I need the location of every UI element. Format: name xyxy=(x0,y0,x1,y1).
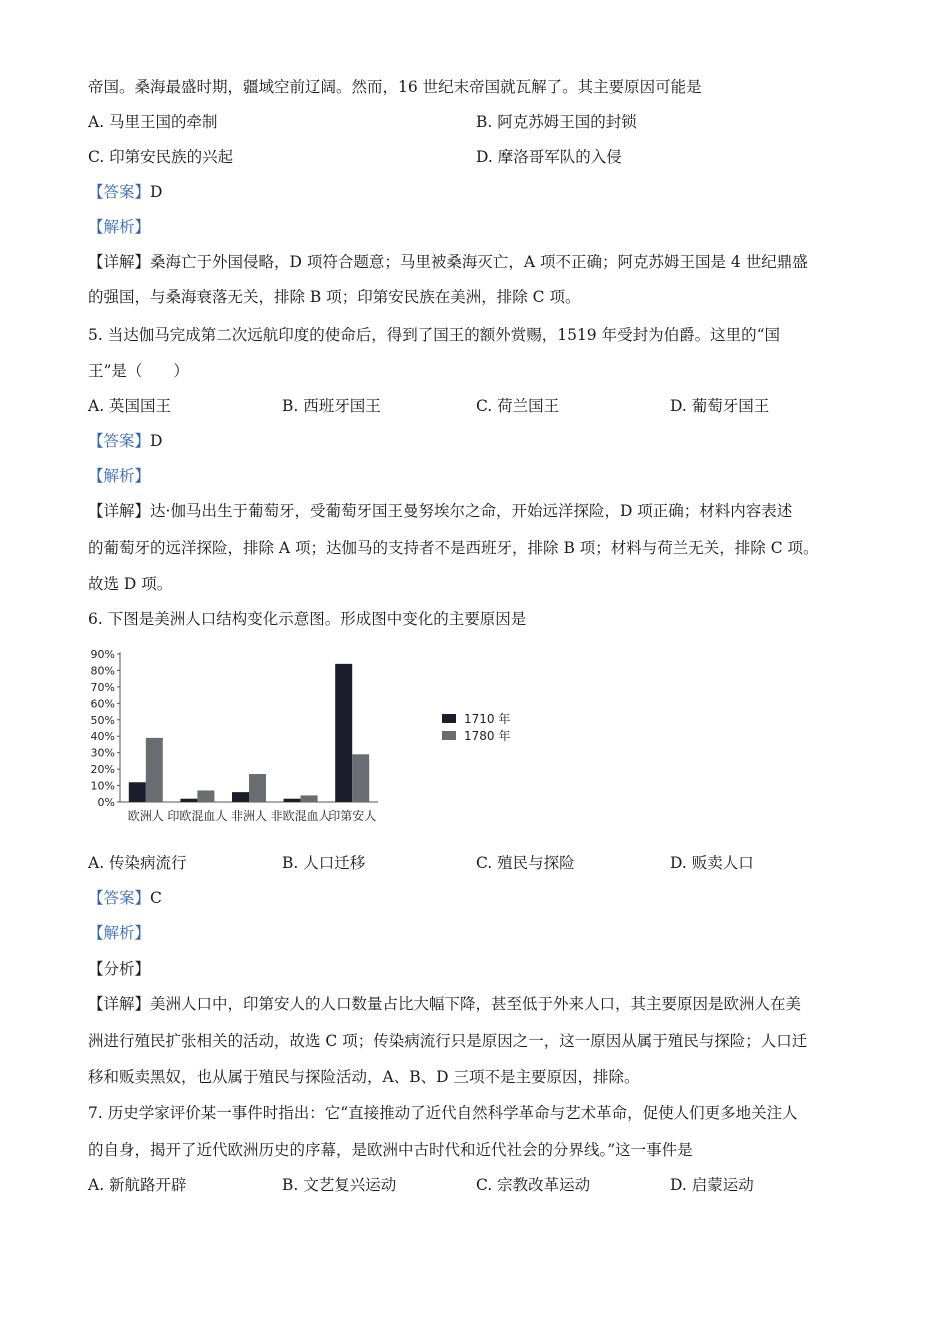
detail-label: 【详解】 xyxy=(88,253,151,271)
detail-text: 桑海亡于外国侵略，D 项符合题意；马里被桑海灭亡，A 项不正确；阿克苏姆王国是 4 世纪鼎盛 xyxy=(150,253,808,271)
q5-option-a: A. 英国国王 xyxy=(88,397,172,415)
legend-label: 1710 年 xyxy=(464,712,511,726)
q5-detail-3: 故选 D 项。 xyxy=(88,575,173,593)
q4-option-b: B. 阿克苏姆王国的封锁 xyxy=(476,113,637,131)
y-tick-label: 20% xyxy=(90,763,115,777)
bar-1710 xyxy=(335,664,352,802)
q4-detail-2: 的强国，与桑海衰落无关，排除 B 项；印第安民族在美洲，排除 C 项。 xyxy=(88,288,581,306)
answer-value: D xyxy=(150,183,163,201)
q4-answer xyxy=(88,181,868,203)
q7-option-c: C. 宗教改革运动 xyxy=(476,1176,591,1194)
bar-1710 xyxy=(284,799,301,802)
q6-answer xyxy=(88,887,868,909)
q7-stem-2: 的自身，揭开了近代欧洲历史的序幕，是欧洲中古时代和近代社会的分界线。”这一事件是 xyxy=(88,1141,693,1159)
y-tick-label: 70% xyxy=(90,680,115,694)
chart-plot xyxy=(91,648,511,823)
q6-option-d: D. 贩卖人口 xyxy=(670,854,754,872)
q6-option-b: B. 人口迁移 xyxy=(282,854,366,872)
bar-1780 xyxy=(146,738,163,802)
population-structure-chart xyxy=(88,640,528,830)
q4-option-d: D. 摩洛哥军队的入侵 xyxy=(476,148,622,166)
bar-1710 xyxy=(232,792,249,802)
x-category-label: 印欧混血人 xyxy=(167,809,228,823)
q7-stem-1: 7. 历史学家评价某一事件时指出：它“直接推动了近代自然科学革命与艺术革命，促使人们更多地关注人 xyxy=(88,1104,798,1122)
bar-1710 xyxy=(180,799,197,802)
answer-value: D xyxy=(150,432,163,450)
q6-option-a: A. 传染病流行 xyxy=(88,854,187,872)
q4-detail-1 xyxy=(88,251,868,273)
q6-detail-1 xyxy=(88,993,868,1015)
q7-option-b: B. 文艺复兴运动 xyxy=(282,1176,397,1194)
answer-label: 【答案】 xyxy=(88,183,151,201)
q7-option-a: A. 新航路开辟 xyxy=(88,1176,187,1194)
q6-detail-2: 洲进行殖民扩张相关的活动，故选 C 项；传染病流行只是原因之一，这一原因从属于殖民与探险；人口迁 xyxy=(88,1032,808,1050)
q5-stem-2: 王”是（ ） xyxy=(88,362,189,380)
q4-stem: 帝国。桑海最盛时期，疆域空前辽阔。然而，16 世纪末帝国就瓦解了。其主要原因可能是 xyxy=(88,78,702,96)
q6-option-c: C. 殖民与探险 xyxy=(476,854,575,872)
q5-detail-2: 的葡萄牙的远洋探险，排除 A 项；达伽马的支持者不是西班牙，排除 B 项；材料与荷兰无关，排除 C 项。 xyxy=(88,539,819,557)
q5-option-c: C. 荷兰国王 xyxy=(476,397,560,415)
q5-answer xyxy=(88,430,868,452)
answer-label: 【答案】 xyxy=(88,889,151,907)
detail-label: 【详解】 xyxy=(88,995,151,1013)
q5-analysis-label: 【解析】 xyxy=(88,467,151,485)
q6-detail-3: 移和贩卖黑奴，也从属于殖民与探险活动，A、B、D 三项不是主要原因，排除。 xyxy=(88,1068,640,1086)
q6-stem: 6. 下图是美洲人口结构变化示意图。形成图中变化的主要原因是 xyxy=(88,610,527,628)
answer-value: C xyxy=(150,889,162,907)
y-tick-label: 10% xyxy=(90,779,115,793)
bar-1780 xyxy=(301,795,318,802)
answer-label: 【答案】 xyxy=(88,432,151,450)
q6-analysis-label: 【解析】 xyxy=(88,924,151,942)
bar-1780 xyxy=(197,790,214,802)
q6-fenxi-label: 【分析】 xyxy=(88,960,151,978)
legend-swatch xyxy=(442,731,456,740)
bar-1710 xyxy=(129,782,146,802)
q4-option-c: C. 印第安民族的兴起 xyxy=(88,148,234,166)
y-tick-label: 60% xyxy=(90,697,115,711)
x-category-label: 非欧混血人 xyxy=(270,809,331,823)
y-tick-label: 40% xyxy=(90,730,115,744)
q5-option-b: B. 西班牙国王 xyxy=(282,397,381,415)
y-tick-label: 30% xyxy=(90,746,115,760)
y-tick-label: 50% xyxy=(90,713,115,727)
detail-label: 【详解】 xyxy=(88,502,151,520)
q4-analysis-label: 【解析】 xyxy=(88,218,151,236)
q4-option-a: A. 马里王国的牵制 xyxy=(88,113,218,131)
legend-swatch xyxy=(442,714,456,723)
q5-option-d: D. 葡萄牙国王 xyxy=(670,397,770,415)
detail-text: 达·伽马出生于葡萄牙，受葡萄牙国王曼努埃尔之命，开始远洋探险，D 项正确；材料内容表述 xyxy=(150,502,793,520)
x-category-label: 欧洲人 xyxy=(127,809,164,823)
x-category-label: 非洲人 xyxy=(230,809,268,823)
bar-1780 xyxy=(249,774,266,802)
q5-detail-1 xyxy=(88,500,868,522)
x-category-label: 印第安人 xyxy=(328,809,377,823)
y-tick-label: 0% xyxy=(97,796,115,809)
q7-option-d: D. 启蒙运动 xyxy=(670,1176,754,1194)
q5-stem-1: 5. 当达伽马完成第二次远航印度的使命后，得到了国王的额外赏赐，1519 年受封为伯爵。这里的“国 xyxy=(88,326,781,344)
y-tick-label: 90% xyxy=(90,648,115,661)
bar-1780 xyxy=(352,754,369,802)
detail-text: 美洲人口中，印第安人的人口数量占比大幅下降，甚至低于外来人口，其主要原因是欧洲人在美 xyxy=(150,995,802,1013)
legend-label: 1780 年 xyxy=(464,729,511,743)
y-tick-label: 80% xyxy=(90,664,115,678)
